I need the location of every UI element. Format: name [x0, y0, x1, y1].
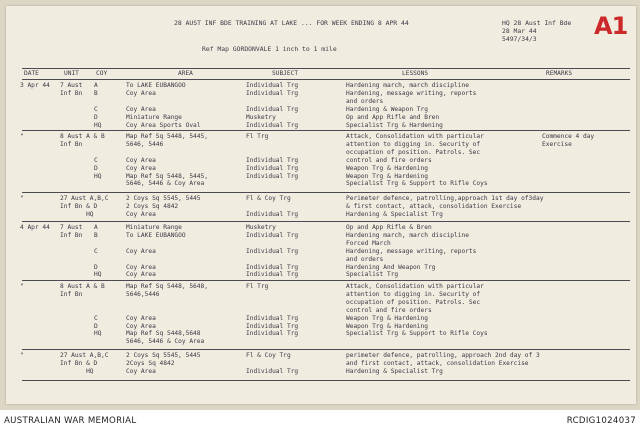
cell-date: " [20, 283, 24, 290]
col-header-subject: SUBJECT [272, 70, 299, 77]
col-header-coy: COY [96, 70, 108, 77]
col-header-remarks: REMARKS [546, 70, 573, 77]
cell-unit: 7 Aust Inf Bn [60, 82, 83, 97]
cell-coy: C D HQ [94, 156, 102, 180]
cell-date: " [20, 133, 24, 140]
col-header-area: AREA [178, 70, 193, 77]
cell-subject: Fl Trg Individual Trg Individual Trg Individual Trg [246, 133, 299, 180]
cell-area: 2 Coys Sq 5545, 5445 2Coys Sq 4842 Coy Area [126, 352, 201, 375]
cell-lessons: Hardening march, march discipline Hardening, message writing, reports and orders Hardening & Weapon Trg Op and App Rifle and Bren Specialist Trg & Hardening [346, 82, 477, 129]
cell-lessons: Attack, Consolidation with particular attention to digging in. Security of occupation of position. Patrols. Sec control and fire orders Weapon Trg & Hardening Weapon Trg & Hardening Specialist Trg & Support to Rifle Coys [346, 283, 488, 338]
cell-date: 3 Apr 44 [20, 82, 50, 89]
cell-unit: 8 Aust A & B Inf Bn [60, 283, 105, 298]
cell-coy: A B C D HQ [94, 224, 102, 279]
cell-unit: 27 Aust A,B,C Inf Bn & D HQ [60, 352, 109, 375]
cell-remarks: Commence 4 day Exercise [542, 133, 595, 148]
header-rule-bottom [22, 79, 630, 80]
document-title: 28 AUST INF BDE TRAINING AT LAKE ... FOR WEEK ENDING 8 APR 44 [174, 19, 409, 27]
map-reference: Ref Map GORDONVALE 1 inch to 1 mile [202, 45, 337, 53]
cell-lessons: Op and App Rifle & Bren Hardening march, march discipline Forced March Hardening, message writing, reports and orders Hardening And Weapon Trg Specialist Trg [346, 224, 477, 279]
section-rule [22, 192, 630, 193]
col-header-date: DATE [24, 70, 39, 77]
section-rule [22, 221, 630, 222]
handwritten-mark: A1 [594, 12, 628, 40]
cell-subject: Fl & Coy Trg Individual Trg [246, 352, 299, 375]
section-rule [22, 130, 630, 131]
cell-date: 4 Apr 44 [20, 224, 50, 231]
section-rule [22, 280, 630, 281]
cell-area: Map Ref Sq 5448, 5445, 5646, 5446 Coy Area Coy Area Map Ref Sq 5448, 5445, 5646, 5446 & Coy Area [126, 133, 208, 188]
ref-line-date: 28 Mar 44 [502, 27, 537, 35]
col-header-lessons: LESSONS [402, 70, 429, 77]
cell-coy: C D HQ [94, 314, 102, 338]
cell-date: " [20, 195, 24, 202]
footer-institution: AUSTRALIAN WAR MEMORIAL [4, 416, 137, 426]
cell-area: Miniature Range To LAKE EUBANGOO Coy Area Coy Area Coy Area [126, 224, 186, 279]
cell-lessons: perimeter defence, patrolling, approach 2nd day of 3 and first contact, attack, consolidation Exercise Hardening & Specialist Trg [346, 352, 540, 375]
cell-area: To LAKE EUBANGOO Coy Area Coy Area Miniature Range Coy Area Sports Oval [126, 82, 201, 129]
cell-subject: Musketry Individual Trg Individual Trg Individual Trg Individual Trg [246, 224, 299, 279]
col-header-unit: UNIT [64, 70, 79, 77]
cell-area: Map Ref Sq 5448, 5648, 5646,5446 Coy Area Coy Area Map Ref Sq 5448,5648 5646, 5446 & Coy Area [126, 283, 208, 346]
ref-line-unit: HQ 28 Aust Inf Bde [502, 19, 572, 27]
footer-record-id: RCDIG1024037 [566, 416, 636, 426]
cell-area: 2 Coys Sq 5545, 5445 2 Coys Sq 4842 Coy Area [126, 195, 201, 218]
cell-unit: 27 Aust A,B,C Inf Bn & D HQ [60, 195, 109, 218]
cell-unit: 7 Aust Inf Bn [60, 224, 83, 239]
header-rule-top [22, 68, 630, 69]
cell-subject: Individual Trg Individual Trg Individual Trg Musketry Individual Trg [246, 82, 299, 129]
section-rule [22, 349, 630, 350]
cell-subject: Fl Trg Individual Trg Individual Trg Individual Trg [246, 283, 299, 338]
section-rule [22, 380, 630, 381]
cell-date: " [20, 352, 24, 359]
cell-lessons: Perimeter defence, patrolling,approach 1st day of3day & first contact, attack, consolidation Exercise Hardening & Specialist Trg [346, 195, 544, 218]
cell-lessons: Attack, Consolidation with particular attention to digging in. Security of occupation of position. Patrols. Sec control and fire orders Weapon Trg & Hardening Weapon Trg & Hardening Specialist Trg & Support to Rifle Coys [346, 133, 488, 188]
cell-coy: A B C D HQ [94, 82, 102, 129]
cell-unit: 8 Aust A & B Inf Bn [60, 133, 105, 148]
ref-line-file: 5497/34/3 [502, 35, 537, 43]
document-sheet [6, 6, 636, 404]
cell-subject: Fl & Coy Trg Individual Trg [246, 195, 299, 218]
